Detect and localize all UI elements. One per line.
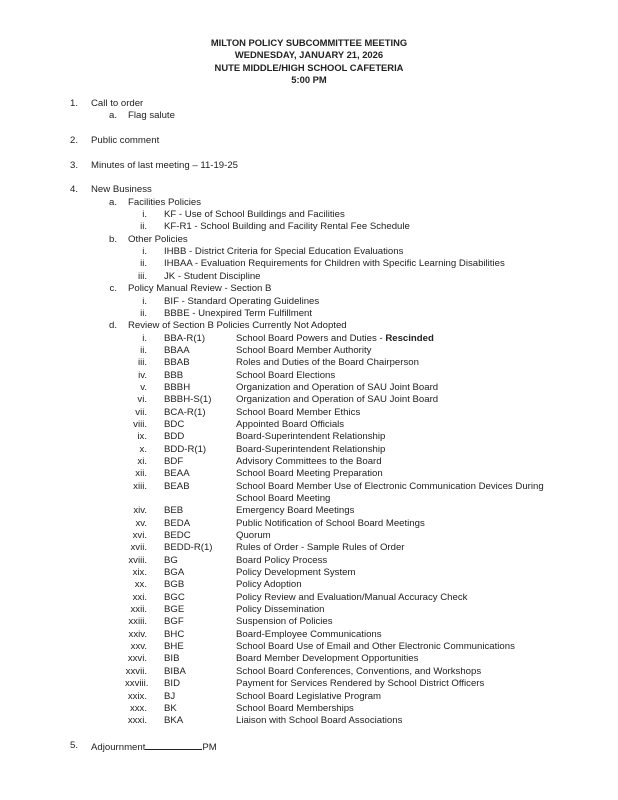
policy-row [0, 468, 618, 480]
policy-description [236, 641, 515, 653]
policy-code: BBB [164, 369, 184, 381]
item-text: Adjournment [91, 741, 146, 753]
item-number: xxvii. [125, 665, 147, 677]
policy-code: BDD [164, 431, 185, 443]
policy-code: BEDA [164, 517, 191, 529]
item-text: Review of Section B Policies Currently Not Adopted [128, 320, 347, 332]
item-text: New Business [91, 184, 152, 196]
policy-code: BGC [164, 591, 185, 603]
policy-description [236, 691, 381, 703]
policy-description [236, 333, 434, 345]
policy-status: Rescinded [385, 332, 434, 344]
policy-row [0, 666, 618, 678]
policy-title: School Board Elections [236, 369, 336, 381]
policy-title: Board-Superintendent Relationship [236, 431, 386, 443]
item-number: d. [108, 320, 117, 332]
policy-code: BEAA [164, 468, 190, 480]
policy-title: School Board Memberships [236, 702, 354, 714]
policy-description [236, 468, 383, 480]
item-number: 5. [69, 739, 78, 751]
agenda-subitem [0, 197, 618, 209]
policy-row [0, 456, 618, 468]
item-number: xv. [135, 517, 147, 529]
policy-code: BGF [164, 616, 184, 628]
policy-code: BBBH [164, 381, 191, 393]
item-number: xvii. [130, 542, 147, 554]
item-number: xviii. [128, 554, 147, 566]
policy-description [236, 431, 385, 443]
policy-code: BEB [164, 505, 184, 517]
item-number: x. [139, 443, 147, 455]
policy-title: Policy Dissemination [236, 604, 325, 616]
item-text: BBBE - Unexpired Term Fulfillment [164, 307, 313, 319]
policy-title: Board-Employee Communications [236, 628, 382, 640]
policy-row [0, 333, 618, 345]
item-number: viii. [133, 418, 147, 430]
policy-row [0, 604, 618, 616]
policy-row [0, 382, 618, 394]
spacer [0, 123, 618, 135]
policy-title: School Board Use of Email and Other Electronic Communications [236, 641, 515, 653]
policy-title: Roles and Duties of the Board Chairperson [236, 357, 419, 369]
policy-code: BGB [164, 579, 185, 591]
policy-title: Board Member Development Opportunities [236, 653, 419, 665]
item-number: xxiv. [128, 628, 147, 640]
item-number: vi. [137, 394, 147, 406]
policy-code: BDD-R(1) [164, 443, 207, 455]
policy-title: Rules of Order - Sample Rules of Order [236, 542, 405, 554]
policy-row [0, 505, 618, 517]
policy-row [0, 542, 618, 554]
policy-row [0, 653, 618, 665]
policy-description [236, 678, 484, 690]
item-number: xiii. [133, 480, 147, 492]
policy-row [0, 518, 618, 530]
policy-code: BK [164, 702, 177, 714]
item-number: a. [108, 110, 117, 122]
agenda-list [0, 98, 618, 752]
time-blank [145, 740, 202, 750]
policy-code: BG [164, 554, 178, 566]
item-number: i. [142, 246, 147, 258]
item-number: xvi. [132, 530, 147, 542]
item-text: KF - Use of School Buildings and Facilities [164, 209, 345, 221]
item-text: IHBB - District Criteria for Special Education Evaluations [164, 246, 404, 258]
item-suffix: PM [202, 741, 217, 753]
policy-title: School Board Member Authority [236, 344, 372, 356]
item-number: iii. [137, 357, 147, 369]
spacer [0, 728, 618, 740]
agenda-subsubitem [0, 209, 618, 221]
policy-row [0, 481, 618, 493]
policy-description [236, 357, 419, 369]
policy-row [0, 419, 618, 431]
agenda-subsubitem [0, 308, 618, 320]
item-number: ii. [140, 258, 147, 270]
item-number: xxxi. [127, 715, 147, 727]
meeting-location: NUTE MIDDLE/HIGH SCHOOL CAFETERIA [214, 61, 404, 73]
policy-row [0, 345, 618, 357]
agenda-item [0, 135, 618, 147]
policy-title: Board-Superintendent Relationship [236, 443, 386, 455]
policy-row [0, 703, 618, 715]
policy-description [236, 444, 385, 456]
policy-title: School Board Conferences, Conventions, and Workshops [236, 665, 482, 677]
item-number: xxiii. [128, 616, 147, 628]
policy-row [0, 579, 618, 591]
item-number: i. [142, 209, 147, 221]
policy-description [236, 370, 335, 382]
policy-row-continuation [0, 493, 618, 505]
item-number: c. [109, 283, 117, 295]
item-number: xxvi. [127, 653, 147, 665]
item-number: i. [142, 295, 147, 307]
policy-description [236, 666, 481, 678]
policy-code: BDC [164, 418, 185, 430]
item-number: xxviii. [125, 678, 149, 690]
policy-description [236, 505, 354, 517]
policy-description [236, 703, 354, 715]
policy-description [236, 592, 467, 604]
agenda-subsubitem [0, 271, 618, 283]
policy-title: Suspension of Policies [236, 616, 333, 628]
policy-title: Organization and Operation of SAU Joint Board [236, 394, 439, 406]
item-text: Call to order [91, 98, 144, 109]
policy-row [0, 691, 618, 703]
policy-code: BBAA [164, 344, 190, 356]
policy-row [0, 394, 618, 406]
policy-description [236, 481, 544, 493]
policy-row [0, 678, 618, 690]
policy-row [0, 592, 618, 604]
policy-description [236, 419, 344, 431]
item-number: ii. [140, 221, 147, 233]
policy-code: BCA-R(1) [164, 406, 206, 418]
agenda-item [0, 184, 618, 196]
policy-code: BDF [164, 455, 184, 467]
policy-title: School Board Legislative Program [236, 690, 382, 702]
item-number: xxii. [130, 604, 147, 616]
policy-description [236, 555, 327, 567]
policy-code: BBA-R(1) [164, 332, 206, 344]
item-number: xxix. [127, 690, 147, 702]
item-number: xi. [137, 455, 147, 467]
spacer [0, 172, 618, 184]
policy-title: Policy Adoption [236, 579, 302, 591]
adjournment-line [91, 740, 217, 754]
item-number: 1. [69, 98, 78, 109]
agenda-subitem [0, 320, 618, 332]
meeting-title: MILTON POLICY SUBCOMMITTEE MEETING [210, 37, 408, 48]
item-number: b. [108, 233, 117, 245]
meeting-time: 5:00 PM [291, 74, 327, 86]
policy-description [236, 715, 402, 727]
agenda-subsubitem [0, 258, 618, 270]
policy-row [0, 370, 618, 382]
item-text: Policy Manual Review - Section B [128, 283, 272, 295]
policy-description [236, 345, 371, 357]
item-number: 4. [69, 184, 78, 196]
agenda-subsubitem [0, 221, 618, 233]
policy-code: BBAB [164, 357, 190, 369]
policy-code: BBBH-S(1) [164, 394, 212, 406]
policy-code: BJ [164, 690, 176, 702]
item-text: BIF - Standard Operating Guidelines [164, 295, 320, 307]
policy-title: Public Notification of School Board Meetings [236, 517, 425, 529]
policy-code: BEDC [164, 530, 191, 542]
policy-code: BGA [164, 567, 185, 579]
policy-title: Payment for Services Rendered by School District Officers [236, 678, 485, 690]
policy-description [236, 616, 333, 628]
policy-description [236, 629, 382, 641]
item-number: i. [142, 332, 147, 344]
policy-row [0, 555, 618, 567]
policy-title: School Board Member Use of Electronic Communication Devices During [236, 480, 544, 492]
policy-title: School Board Member Ethics [236, 406, 361, 418]
policy-code: BID [164, 678, 180, 690]
item-text: IHBAA - Evaluation Requirements for Children with Specific Learning Disabilities [164, 258, 505, 270]
policy-code: BGE [164, 604, 185, 616]
policy-description [236, 579, 302, 591]
policy-description [236, 653, 418, 665]
policy-title: Policy Review and Evaluation/Manual Accuracy Check [236, 591, 468, 603]
policy-row [0, 444, 618, 456]
policy-code: BHE [164, 641, 184, 653]
item-number: 3. [69, 159, 78, 171]
item-text: Other Policies [128, 233, 188, 245]
item-number: xx. [134, 579, 147, 591]
item-number: xxv. [130, 641, 147, 653]
policy-title-continued: School Board Meeting [236, 493, 331, 504]
policy-code: BKA [164, 715, 184, 727]
item-number: xiv. [133, 505, 147, 517]
policy-description [236, 604, 325, 616]
item-number: v. [140, 381, 147, 393]
policy-row [0, 629, 618, 641]
policy-title: School Board Powers and Duties - [236, 332, 386, 344]
policy-code: BEAB [164, 480, 190, 492]
item-text: JK - Student Discipline [164, 270, 261, 282]
policy-row [0, 530, 618, 542]
agenda-item [0, 740, 618, 752]
policy-code: BIB [164, 653, 180, 665]
policy-row [0, 357, 618, 369]
agenda-subsubitem [0, 296, 618, 308]
policy-description [236, 407, 360, 419]
meeting-header [0, 37, 618, 87]
item-number: xix. [132, 567, 147, 579]
policy-title: School Board Meeting Preparation [236, 468, 383, 480]
policy-title: Organization and Operation of SAU Joint Board [236, 381, 439, 393]
item-number: xxi. [132, 591, 147, 603]
meeting-date: WEDNESDAY, JANUARY 21, 2026 [234, 49, 384, 61]
item-text: Public comment [91, 135, 160, 147]
policy-description [236, 518, 425, 530]
item-number: iii. [137, 270, 147, 282]
agenda-subsubitem [0, 246, 618, 258]
item-number: ii. [140, 344, 147, 356]
policy-title: Emergency Board Meetings [236, 505, 355, 517]
policy-description [236, 542, 405, 554]
policy-title: Quorum [236, 530, 271, 542]
item-text: KF-R1 - School Building and Facility Rental Fee Schedule [164, 221, 410, 233]
policy-title: Advisory Committees to the Board [236, 455, 382, 467]
policy-title: Liaison with School Board Associations [236, 715, 403, 727]
item-number: xii. [135, 468, 147, 480]
policy-code: BIBA [164, 665, 186, 677]
item-text: Minutes of last meeting – 11-19-25 [91, 159, 239, 171]
policy-title: Appointed Board Officials [236, 418, 345, 430]
item-number: xxx. [129, 702, 147, 714]
agenda-item [0, 98, 618, 110]
item-number: ii. [140, 307, 147, 319]
policy-title: Board Policy Process [236, 554, 328, 566]
policy-description [236, 394, 438, 406]
item-number: ix. [137, 431, 147, 443]
policy-description [236, 456, 382, 468]
item-number: vii. [135, 406, 147, 418]
agenda-item [0, 160, 618, 172]
item-number: iv. [138, 369, 147, 381]
agenda-subitem [0, 283, 618, 295]
policy-description [236, 382, 438, 394]
policy-row [0, 407, 618, 419]
spacer [0, 147, 618, 159]
item-number: 2. [69, 135, 78, 147]
policy-row [0, 567, 618, 579]
policy-row [0, 616, 618, 628]
agenda-subitem [0, 110, 618, 122]
policy-description [236, 530, 271, 542]
policy-row [0, 715, 618, 727]
policy-code: BHC [164, 628, 185, 640]
policy-description [236, 567, 355, 579]
policy-code: BEDD-R(1) [164, 542, 213, 554]
item-number: a. [108, 196, 117, 208]
policy-title: Policy Development System [236, 567, 356, 579]
item-text: Facilities Policies [128, 196, 202, 208]
agenda-subitem [0, 234, 618, 246]
policy-row [0, 431, 618, 443]
item-text: Flag salute [128, 110, 175, 122]
policy-row [0, 641, 618, 653]
